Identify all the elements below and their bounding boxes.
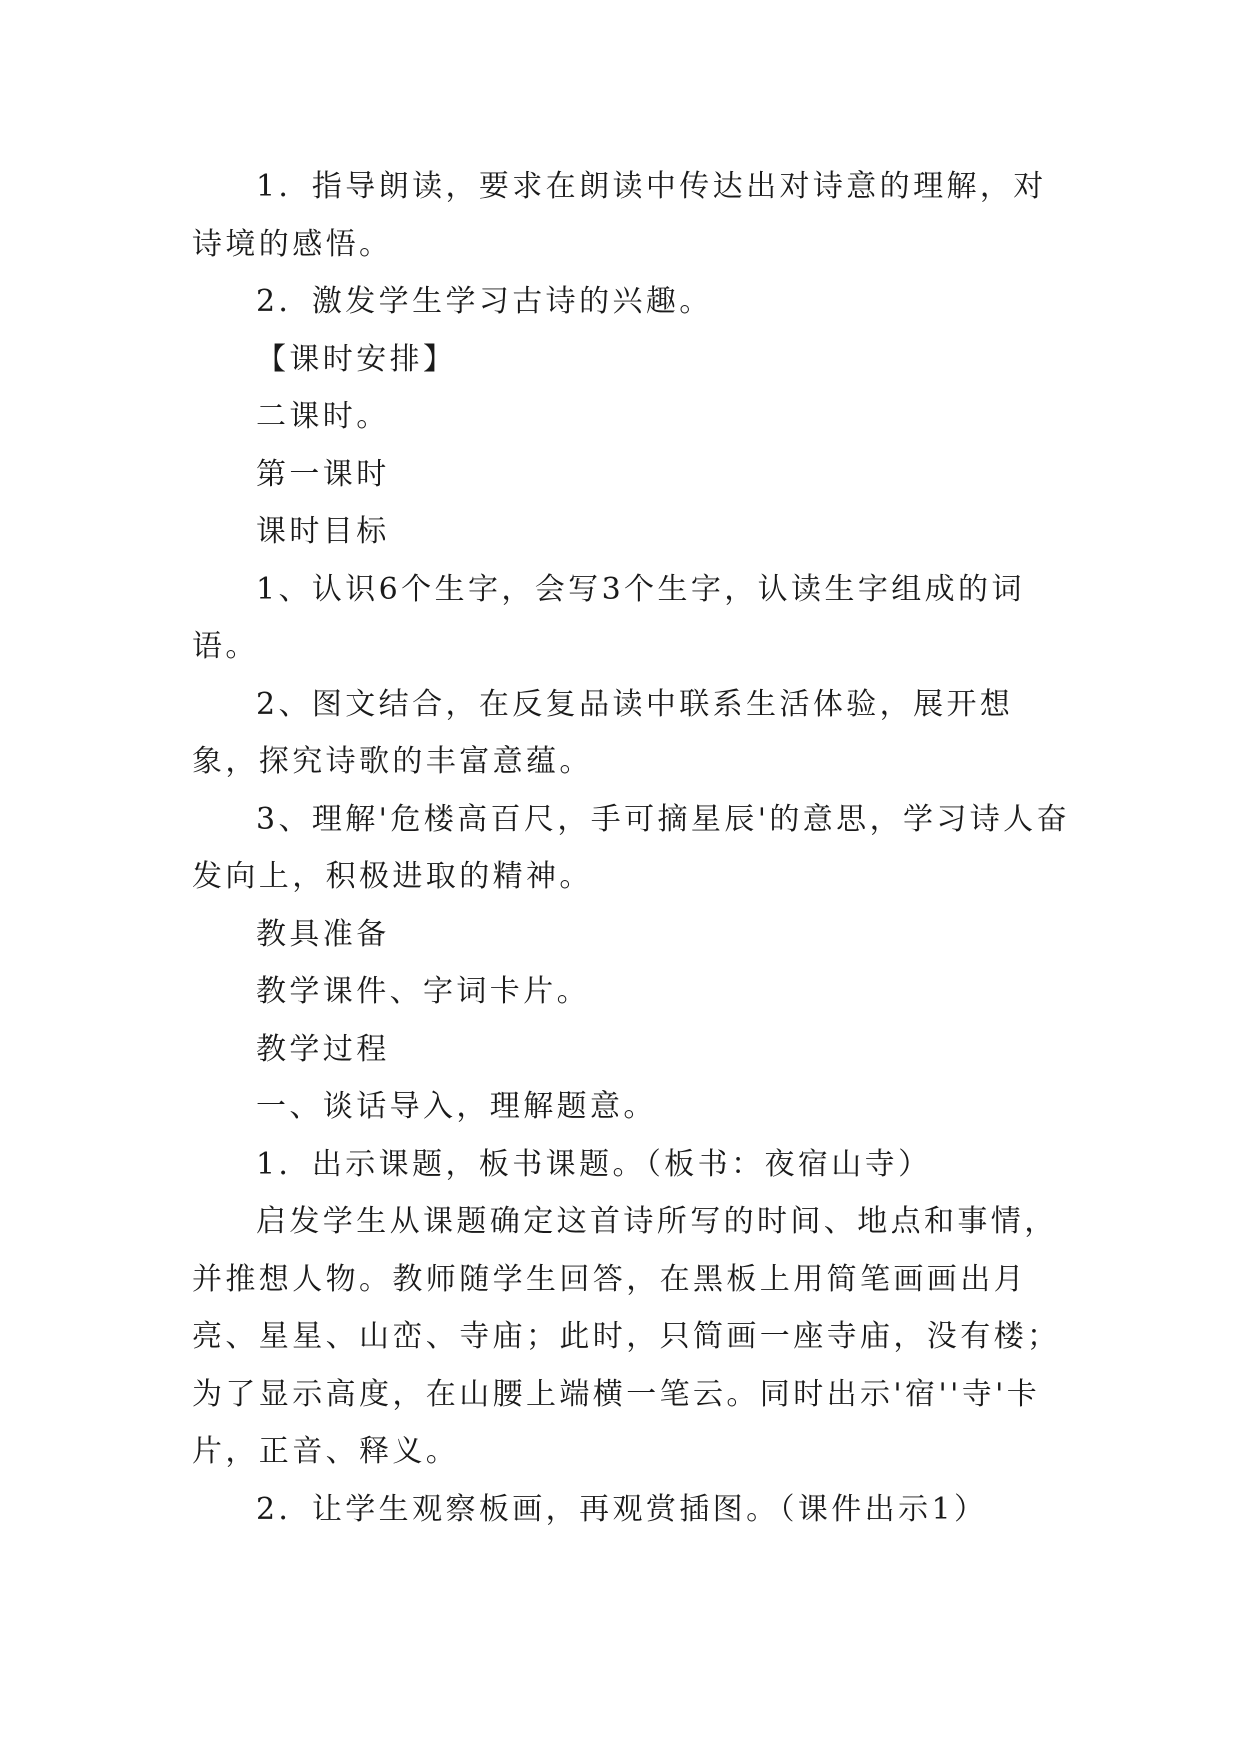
- paragraph-goal-3: 3、理解'危楼高百尺，手可摘星辰'的意思，学习诗人奋发向上，积极进取的精神。: [192, 801, 1070, 894]
- paragraph-goal-2: 2、图文结合，在反复品读中联系生活体验，展开想象，探究诗歌的丰富意蕴。: [192, 686, 1014, 779]
- paragraph-teaching-aids: 教学课件、字词卡片。: [256, 974, 590, 1009]
- paragraph-step-1: 一、谈话导入，理解题意。: [256, 1089, 657, 1124]
- paragraph-two-lessons: 二课时。: [256, 399, 390, 434]
- document-body: [192, 158, 1072, 1538]
- paragraph-inspire-students: 启发学生从课题确定这首诗所写的时间、地点和事情，并推想人物。教师随学生回答，在黑板上用简笔画画出月亮、星星、山峦、寺庙；此时，只简画一座寺庙，没有楼；为了显示高度，在山腰上端横一笔云。同时出示'宿''寺'卡片，正音、释义。: [192, 1204, 1061, 1469]
- heading-first-lesson: 第一课时: [256, 456, 390, 492]
- paragraph-observe-drawing: 2．让学生观察板画，再观赏插图。（课件出示1）: [256, 1491, 988, 1527]
- paragraph-goal-1: 1、认识6个生字，会写3个生字，认读生字组成的词语。: [192, 571, 1025, 664]
- paragraph-show-title: 1．出示课题，板书课题。（板书：夜宿山寺）: [256, 1146, 932, 1182]
- paragraph-interest: 2．激发学生学习古诗的兴趣。: [256, 284, 713, 319]
- heading-lesson-goals: 课时目标: [256, 514, 390, 549]
- paragraph-reading-guidance: 1．指导朗读，要求在朗读中传达出对诗意的理解，对诗境的感悟。: [192, 169, 1047, 262]
- heading-teaching-process: 教学过程: [256, 1031, 390, 1067]
- heading-teaching-aids: 教具准备: [256, 916, 390, 952]
- section-heading-schedule: 【课时安排】: [256, 341, 457, 377]
